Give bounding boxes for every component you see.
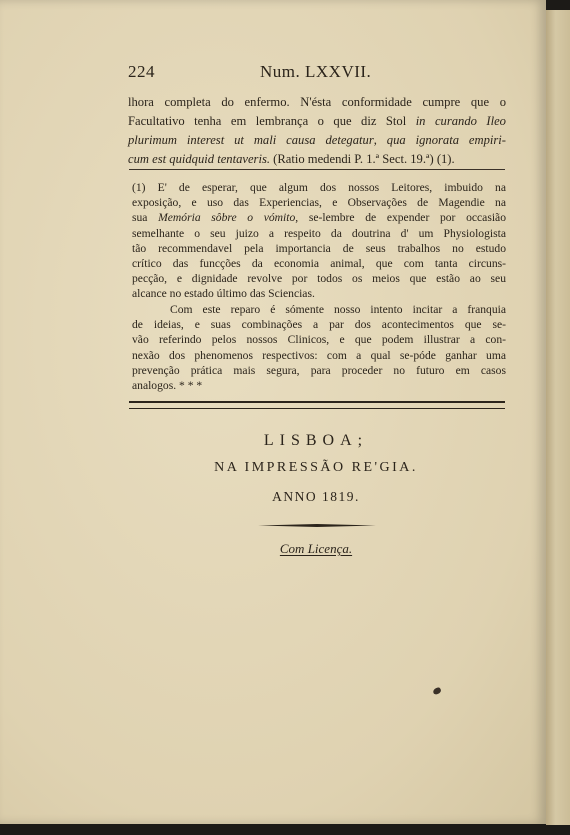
- footnote-line: analogos. * * *: [132, 379, 203, 393]
- italic-run: in curando Ileo: [415, 114, 506, 128]
- footnote-rule: [129, 169, 505, 170]
- footnote-paragraph-1: [132, 180, 506, 302]
- footnote-line: nexão dos phenomenos respectivos: com a qual se-póde ganhar uma: [132, 348, 506, 362]
- text-line: plurimum interest ut mali causa detegatur, qua ignorata empiri-: [128, 133, 506, 147]
- footnote-line: crítico das funcções da economia animal, que com tanta circuns-: [132, 257, 506, 271]
- text-line: Facultativo tenha em lembrança o que diz Stol in curando Ileo: [128, 114, 506, 128]
- text-line: cum est quidquid tentaveris. (Ratio medendi P. 1.ª Sect. 19.ª) (1).: [128, 152, 455, 166]
- footnote-line: vão referindo pelos nossos Clinicos, e que podem illustrar a con-: [132, 333, 506, 347]
- text-line: lhora completa do enfermo. N'ésta conformidade cumpre que o: [128, 95, 506, 109]
- main-text-block: [128, 93, 506, 169]
- footnote-line: pecção, e dignidade revolve por todos os meios que estão ao seu: [132, 272, 506, 286]
- footnote-line: prevenção prática mais segura, para proceder no futuro em casos: [132, 363, 506, 377]
- footnote-line: (1) E' de esperar, que algum dos nossos Leitores, imbuido na: [132, 181, 506, 194]
- italic-run: plurimum interest ut mali causa detegatur: [128, 133, 374, 147]
- footnote-paragraph-2: [132, 302, 506, 393]
- ink-spot: [432, 687, 442, 696]
- footnote-line: exposição, e uso das Experiencias, e Observações de Magendie na: [132, 196, 506, 210]
- italic-run: Memória sôbre o vómito: [158, 211, 296, 225]
- page-edge: [546, 10, 570, 825]
- imprint-year: ANNO 1819.: [272, 489, 360, 504]
- footnote-line: sua Memória sôbre o vómito, se-lembre de expender por occasião: [132, 211, 506, 225]
- footnote-line: alcance no estado último das Sciencias.: [132, 287, 315, 301]
- footnote-line: de ideias, e suas combinações a par dos acontecimentos que se-: [132, 318, 506, 332]
- italic-run: cum est quidquid tentaveris.: [128, 152, 271, 166]
- imprint-city: LISBOA;: [263, 432, 369, 449]
- footnote-line: semelhante o seu juizo a respeito da doutrina d' um Physiologista: [132, 226, 506, 240]
- running-title: Num. LXXVII.: [260, 62, 372, 81]
- double-rule: [129, 401, 505, 409]
- italic-run: qua ignorata empiri-: [386, 133, 506, 147]
- footnote-line: Com este reparo é sómente nosso intento incitar a franquia: [170, 303, 506, 316]
- footnote-line: tão recommendavel pela importancia de seus trabalhos no estudo: [132, 241, 506, 255]
- license-line: Com Licença.: [279, 541, 353, 556]
- imprint-press: NA IMPRESSÃO RE'GIA.: [214, 460, 418, 475]
- page-number: 224: [128, 62, 155, 81]
- ornament-rule: [258, 524, 376, 527]
